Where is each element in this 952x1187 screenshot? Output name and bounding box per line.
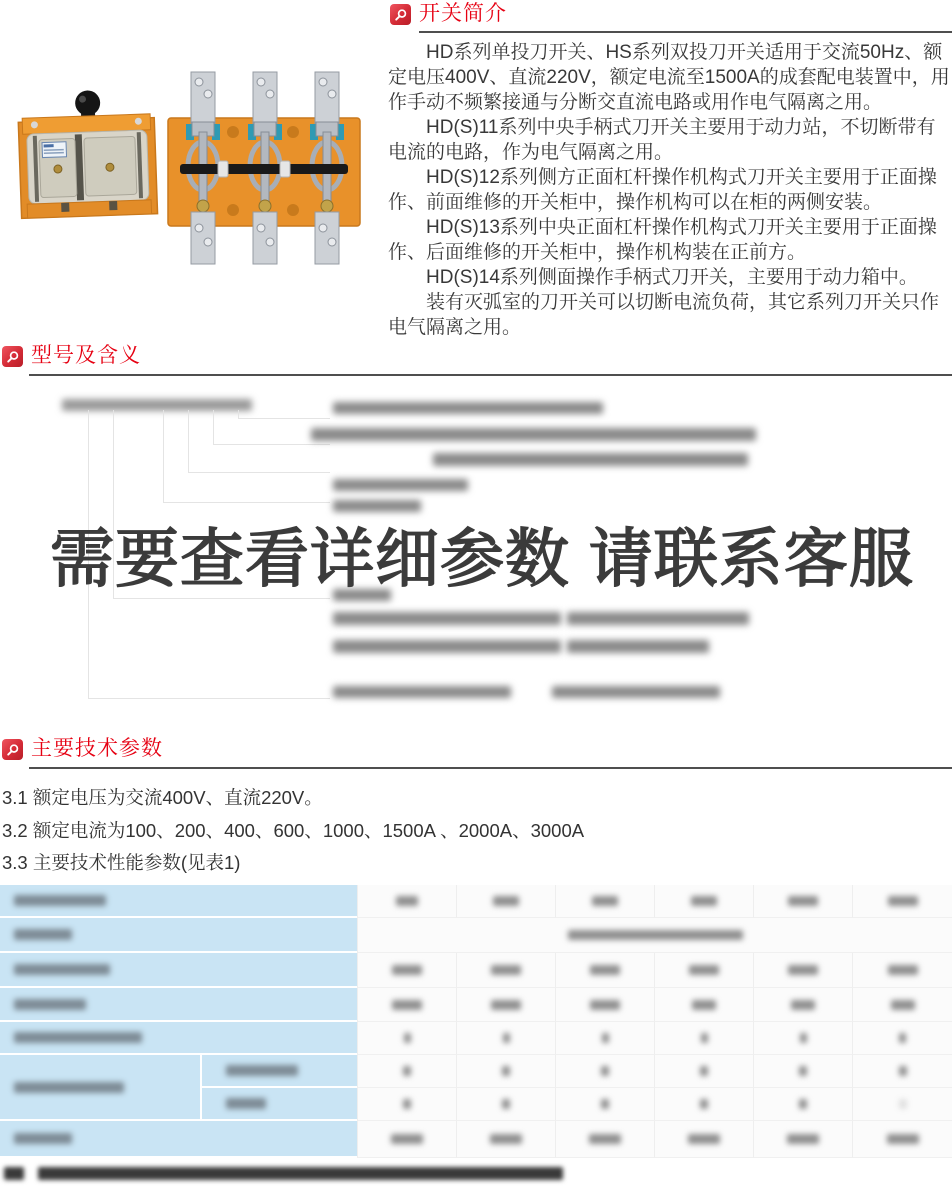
intro-paragraph: HD(S)12系列侧方正面杠杆操作机构式刀开关主要用于正面操作、前面维修的开关柜中，操作机构可以在柜的两侧安装。 <box>388 167 937 213</box>
tree-line <box>238 410 239 418</box>
contact-service-watermark: 需要查看详细参数 请联系客服 <box>50 523 914 595</box>
magnifier-icon <box>2 739 23 760</box>
tree-line <box>213 444 330 445</box>
blurred-text-block <box>333 640 561 653</box>
blurred-text-block <box>567 612 749 625</box>
table-row <box>0 1121 952 1158</box>
intro-paragraph: HD(S)11系列中央手柄式刀开关主要用于动力站，不切断带有电流的电路，作为电气隔离之用。 <box>388 117 936 163</box>
table-row <box>0 988 952 1022</box>
tree-line <box>88 698 330 699</box>
blurred-text-block <box>311 428 756 441</box>
intro-section-title: 开关简介 <box>419 2 507 25</box>
tree-line <box>213 410 214 444</box>
blurred-text-block <box>333 402 603 414</box>
tree-line <box>163 410 164 502</box>
model-section-title: 型号及含义 <box>31 344 141 367</box>
specs-section-title: 主要技术参数 <box>31 737 163 760</box>
spec-item-current: 3.2 额定电流为100、200、400、600、1000、1500A 、2000A、3000A <box>2 820 585 841</box>
table-row <box>0 918 952 953</box>
intro-paragraph: HD(S)14系列侧面操作手柄式刀开关，主要用于动力箱中。 <box>426 267 918 288</box>
blurred-model-code <box>62 399 252 411</box>
magnifier-icon <box>2 346 23 367</box>
technical-parameters-table-blurred <box>0 885 952 1158</box>
blurred-text-block <box>333 479 468 491</box>
intro-paragraph: 装有灭弧室的刀开关可以切断电流负荷，其它系列刀开关只作电气隔离之用。 <box>388 292 940 338</box>
tree-line <box>238 418 330 419</box>
blurred-text-block <box>333 686 511 698</box>
blurred-text-block <box>567 640 709 653</box>
blurred-footnote-text <box>38 1167 563 1180</box>
tree-line <box>188 410 189 472</box>
tree-line <box>188 472 330 473</box>
blurred-text-block <box>333 612 561 625</box>
intro-section-rule <box>419 31 952 33</box>
specs-section-rule <box>29 767 952 769</box>
table-row <box>0 885 952 918</box>
spec-item-voltage: 3.1 额定电压为交流400V、直流220V。 <box>2 787 323 808</box>
spec-item-table-ref: 3.3 主要技术性能参数(见表1) <box>2 852 241 873</box>
magnifier-icon <box>390 4 411 25</box>
table-row <box>0 1055 952 1121</box>
three-pole-open-knife-switch-photo <box>158 70 370 270</box>
blurred-text-block <box>552 686 720 698</box>
intro-paragraphs <box>388 40 952 340</box>
covered-knife-switch-photo <box>12 90 164 232</box>
table-row <box>0 953 952 988</box>
intro-paragraph: HD(S)13系列中央正面杠杆操作机构式刀开关主要用于正面操作、后面维修的开关柜中，操作机构装在正前方。 <box>388 217 937 263</box>
model-section-rule <box>29 374 952 376</box>
tree-line <box>163 502 330 503</box>
blurred-footnote-marker <box>4 1167 24 1180</box>
blurred-text-block <box>433 453 748 466</box>
intro-paragraph: HD系列单投刀开关、HS系列双投刀开关适用于交流50Hz、额定电压400V、直流220V，额定电流至1500A的成套配电装置中，用作手动不频繁接通与分断交直流电路或用作电气隔离之用。 <box>388 42 950 113</box>
table-row <box>0 1022 952 1055</box>
